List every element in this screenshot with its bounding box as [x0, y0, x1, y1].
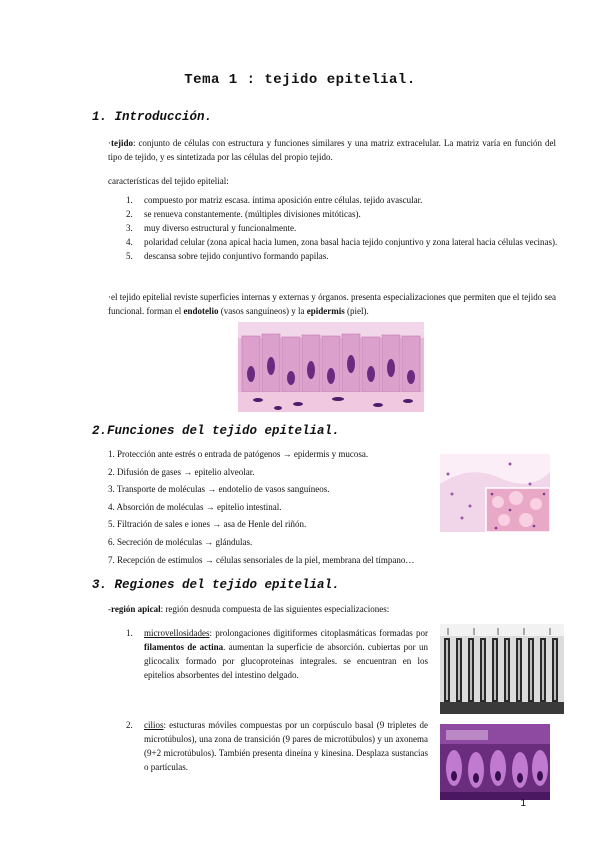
- paragraph-text: : prolongaciones digitiformes citoplasmáticas formadas por: [209, 628, 428, 638]
- microvilli-micrograph-image: [440, 624, 564, 714]
- apical-text: : región desnuda compuesta de las siguientes especializaciones:: [160, 604, 390, 614]
- list-item: [126, 221, 558, 235]
- list-item: [126, 207, 558, 221]
- list-text: polaridad celular (zona apical hacia lumen, zona basal hacia tejido conjuntivo y zona lateral hacia células vecinas).: [144, 237, 558, 247]
- list-text: compuesto por matriz escasa. íntima aposición entre células. tejido avascular.: [144, 195, 423, 205]
- paragraph-text: ·el tejido epitelial reviste superficies internas y externas y órganos. presenta especializaciones que permiten que el tejido sea funcional. forman el: [108, 292, 556, 316]
- term-epidermis: epidermis: [306, 306, 345, 316]
- list-item: [126, 235, 558, 249]
- list-number: 5.: [126, 251, 133, 261]
- term-tejido: tejido: [111, 138, 133, 148]
- histology-kidney-image: [440, 454, 550, 532]
- list-text: muy diverso estructural y funcionalmente.: [144, 223, 297, 233]
- term-cilios: cilios: [144, 720, 164, 730]
- apical-region-intro: [108, 602, 556, 616]
- list-item: 7. Recepción de estímulos → células sensoriales de la piel, membrana del tímpano…: [108, 554, 415, 565]
- term-endotelio: endotelio: [183, 306, 219, 316]
- paragraph-text: . aumentan la superficie de absorción. cubiertas por un glicocalix formado por glucoproteínas integrales. se encuentran en los epitelios absorbentes del intestino delgado.: [144, 642, 428, 680]
- bullet-mark: ·: [108, 138, 111, 148]
- list-number: 3.: [126, 223, 133, 233]
- intro-text: : conjunto de células con estructura y funciones similares y una matriz extracelular. La matriz varía en función del tipo de tejido, y es sintetizada por las células del propio tejido.: [108, 138, 556, 162]
- section-heading-regiones: 3. Regiones del tejido epitelial.: [92, 578, 340, 592]
- list-item: [126, 193, 558, 207]
- list-item: 1. Protección ante estrés o entrada de patógenos → epidermis y mucosa.: [108, 449, 369, 459]
- features-list: [126, 193, 558, 263]
- list-number: 1.: [126, 195, 133, 205]
- paragraph-text: : estucturas móviles compuestas por un corpúsculo basal (9 tripletes de microtúbulos), una zona de transición (9 pares de microtúbulos) y un axonema (9+2 microtúbulos). También presenta dineína y kinesina. Desplaza sustancias o partículas.: [144, 720, 428, 772]
- microvilli-paragraph: [144, 626, 428, 682]
- cilia-paragraph: [144, 718, 428, 774]
- list-item: 4. Absorción de moléculas → epitelio intestinal.: [108, 501, 282, 512]
- term-microvellosidades: microvellosidades: [144, 628, 210, 638]
- section-heading-introduccion: 1. Introducción.: [92, 110, 213, 124]
- functions-list: [108, 446, 438, 569]
- list-number: 4.: [126, 237, 133, 247]
- dash-mark: -: [108, 604, 111, 614]
- section-heading-funciones: 2.Funciones del tejido epitelial.: [92, 424, 340, 438]
- list-number: 1.: [126, 628, 133, 638]
- list-item: 5. Filtración de sales e iones → asa de Henle del riñón.: [108, 519, 307, 530]
- histology-epithelium-image: [238, 322, 424, 412]
- intro-paragraph: [108, 136, 556, 164]
- term-filamentos-actina: filamentos de actina: [144, 642, 224, 652]
- list-number: 2.: [126, 209, 133, 219]
- page-title: Tema 1 : tejido epitelial.: [184, 72, 416, 88]
- page-number: 1: [520, 798, 526, 809]
- list-item: [126, 249, 558, 263]
- list-number: 2.: [126, 720, 133, 730]
- features-label: características del tejido epitelial:: [108, 176, 229, 186]
- paragraph-text: (vasos sanguíneos) y la: [218, 306, 307, 316]
- list-item: 6. Secreción de moléculas → glándulas.: [108, 536, 253, 547]
- paragraph-text: (piel).: [344, 306, 369, 316]
- list-text: descansa sobre tejido conjuntivo formando papilas.: [144, 251, 329, 261]
- term-region-apical: región apical: [111, 604, 161, 614]
- cilia-micrograph-image: [440, 724, 550, 800]
- list-item: 2. Difusión de gases → epitelio alveolar.: [108, 466, 255, 477]
- epithelium-paragraph: [108, 290, 556, 318]
- list-text: se renueva constantemente. (múltiples divisiones mitóticas).: [144, 209, 361, 219]
- list-item: 3. Transporte de moléculas → endotelio de vasos sanguíneos.: [108, 484, 330, 495]
